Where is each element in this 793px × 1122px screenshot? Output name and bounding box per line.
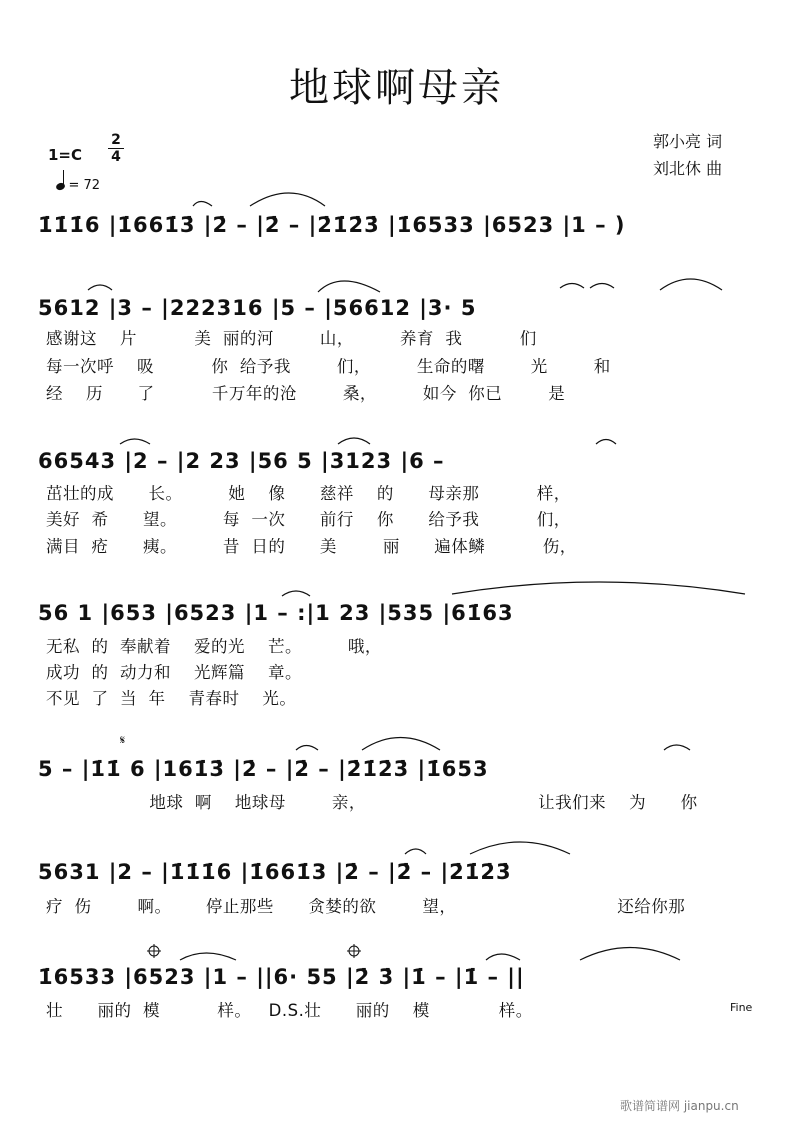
slur-mark	[338, 438, 370, 444]
slur-mark	[596, 440, 616, 445]
slur-mark	[180, 953, 236, 960]
slur-mark	[660, 279, 722, 290]
notation-line-2: 5612 |3 – |222316 |5 – |56612 |3· 5	[38, 296, 477, 320]
slur-mark	[296, 746, 318, 751]
lyric-line-2-1: 感谢这 片 美 丽的河 山， 养育 我 们	[46, 329, 537, 348]
lyric-line-3-3: 满目 疮 痍。 昔 日的 美 丽 遍体鳞 伤，	[46, 537, 577, 556]
lyric-line-4-2: 成功 的 动力和 光辉篇 章。	[46, 663, 302, 682]
lyric-line-4-1: 无私 的 奉献着 爱的光 芒。 哦，	[46, 637, 382, 656]
lyric-line-5-1: 地球 啊 地球母 亲， 让我们来 为 你	[46, 793, 698, 812]
slur-mark	[664, 745, 690, 750]
slur-mark	[282, 591, 310, 596]
tie-mark	[362, 738, 440, 751]
watermark-logo: 歌谱简谱网 jianpu.cn	[620, 1099, 739, 1113]
slur-mark	[560, 284, 584, 289]
tie-mark	[250, 193, 325, 206]
lyric-line-7-1: 壮 丽的 模 样。 D.S.壮 丽的 模 样。	[46, 1001, 533, 1020]
segno-icon: 𝄋	[120, 733, 126, 747]
slur-mark	[405, 849, 426, 854]
time-signature-top: 2	[111, 132, 121, 148]
lyric-line-4-3: 不见 了 当 年 青春时 光。	[46, 689, 297, 708]
slur-mark	[120, 439, 150, 444]
slur-mark	[486, 954, 520, 960]
notation-line-6: 5631 |2 – |1̇1̇1̇6 |1̇661̇3 |2̇ – |2̇ – |2̇1̇2̇3̇	[38, 860, 512, 884]
lyric-line-6-1: 疗 伤 啊。 停止那些 贪婪的欲 望， 还给你那	[46, 897, 686, 916]
notation-line-7: 1̇6533 |6523 |1 – ||6· 55 |2̇ 3̇ |1̇ – |1̇ – ||	[38, 965, 525, 989]
composer: 刘北休 曲	[653, 159, 723, 178]
notation-line-1: 1̇1̇1̇6 |1̇661̇3̇ |2̇ – |2̇ – |2̇1̇2̇3̇ |1̇6533 |6523 |1 – )	[38, 213, 626, 237]
tie-mark	[452, 582, 745, 594]
slur-mark	[193, 202, 212, 207]
time-signature-bottom: 4	[111, 149, 121, 165]
segno-icon	[120, 733, 125, 747]
slur-mark	[88, 285, 112, 290]
lyric-line-3-2: 美好 希 望。 每 一次 前行 你 给予我 们，	[46, 510, 571, 529]
notation-line-4: 56 1 |653 |6523 |1 – :|1 23 |535 |61̇63	[38, 601, 514, 625]
tie-mark	[470, 842, 570, 854]
lyric-line-2-3: 经 历 了 千万年的沧 桑， 如今 你已 是	[46, 384, 566, 403]
slur-mark	[318, 281, 380, 292]
tempo-value: = 72	[68, 178, 101, 193]
notation-line-3: 66543 |2 – |2 23 |56 5 |3123 |6 –	[38, 449, 445, 473]
lyric-line-3-1: 茁壮的成 长。 她 像 慈祥 的 母亲那 样，	[46, 484, 571, 503]
tie-mark	[580, 948, 680, 961]
page-title: 地球啊母亲	[289, 65, 504, 111]
slur-mark	[590, 284, 614, 289]
notation-line-5: 5 – |1̇1̇ 6 |161̇3̇ |2̇ – |2̇ – |2̇1̇2̇3̇ |1̇653	[38, 757, 489, 781]
fine-marking: Fine	[730, 1001, 753, 1014]
lyric-line-2-2: 每一次呼 吸 你 给予我 们， 生命的曙 光 和	[46, 357, 611, 376]
lyricist: 郭小亮 词	[653, 132, 723, 151]
key-signature: 1=C	[48, 146, 83, 164]
